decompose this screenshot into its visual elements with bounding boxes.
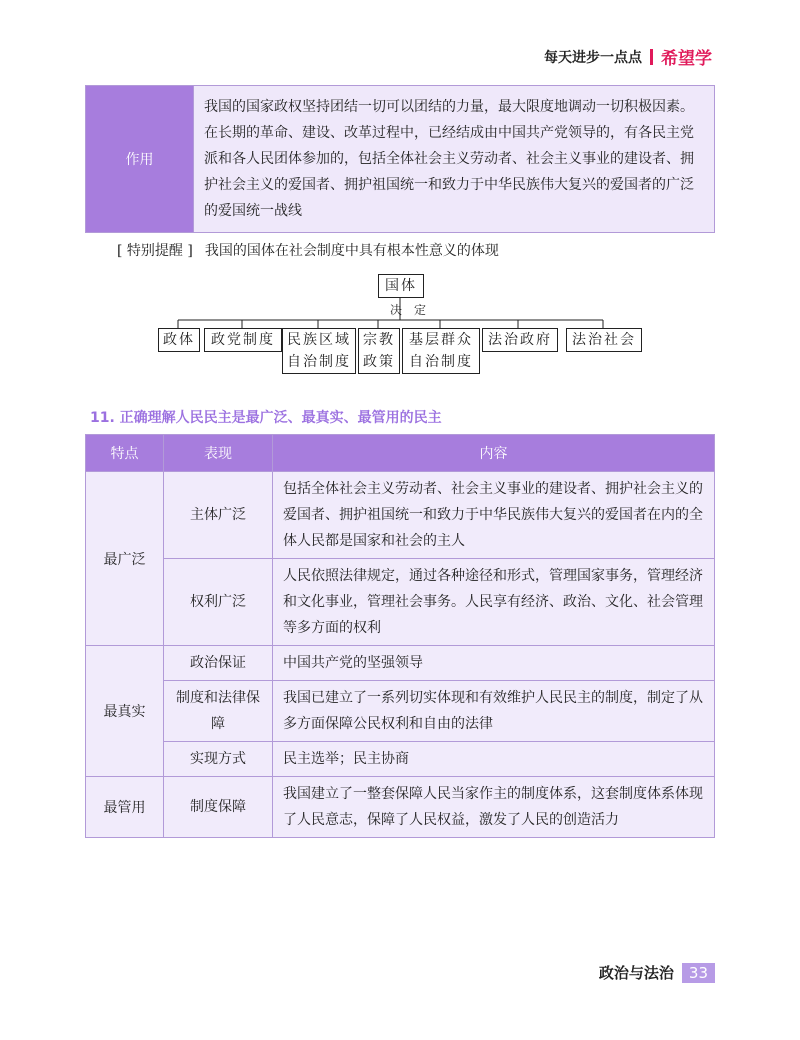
table-row xyxy=(86,559,715,646)
reminder-tag: [ 特别提醒 ] xyxy=(117,243,193,259)
column-header: 特点 xyxy=(86,435,164,472)
content-cell: 中国共产党的坚强领导 xyxy=(273,646,715,681)
column-header: 表现 xyxy=(164,435,273,472)
aspect-cell: 制度和法律保障 xyxy=(164,681,273,742)
content-cell: 人民依照法律规定，通过各种途径和形式，管理国家事务，管理经济和文化事业，管理社会事务。人民享有经济、政治、文化、社会管理等多方面的权利 xyxy=(273,559,715,646)
diagram-child-node: 法治社会 xyxy=(566,328,642,352)
brand-logo: 希望学 xyxy=(661,49,712,69)
column-header: 内容 xyxy=(273,435,715,472)
role-table-head: 作用 xyxy=(86,86,194,233)
aspect-cell: 制度保障 xyxy=(164,777,273,838)
aspect-cell: 实现方式 xyxy=(164,742,273,777)
diagram-child-node: 政体 xyxy=(158,328,200,352)
aspect-cell: 权利广泛 xyxy=(164,559,273,646)
feature-cell: 最真实 xyxy=(86,646,164,777)
diagram-edge-label: 定 xyxy=(414,303,427,317)
feature-cell: 最广泛 xyxy=(86,472,164,646)
content-cell: 包括全体社会主义劳动者、社会主义事业的建设者、拥护社会主义的爱国者、拥护祖国统一和致力于中华民族伟大复兴的爱国者在内的全体人民都是国家和社会的主人 xyxy=(273,472,715,559)
democracy-table xyxy=(85,434,715,838)
reminder-text: 我国的国体在社会制度中具有根本性意义的体现 xyxy=(204,243,499,259)
aspect-cell: 政治保证 xyxy=(164,646,273,681)
diagram-child-node: 民族区域 自治制度 xyxy=(282,328,356,374)
header-slogan: 每天进步一点点 xyxy=(544,49,642,66)
content-cell: 我国建立了一整套保障人民当家作主的制度体系，这套制度体系体现了人民意志，保障了人民权益，激发了人民的创造活力 xyxy=(273,777,715,838)
diagram-child-node: 基层群众 自治制度 xyxy=(402,328,480,374)
table-header-row xyxy=(86,435,715,472)
table-row xyxy=(86,646,715,681)
special-reminder xyxy=(117,240,511,260)
feature-cell: 最管用 xyxy=(86,777,164,838)
role-table xyxy=(85,85,715,233)
table-row xyxy=(86,777,715,838)
footer-title: 政治与法治 xyxy=(598,964,674,982)
diagram-child-node: 法治政府 xyxy=(482,328,558,352)
page-header xyxy=(544,44,712,69)
content-cell: 我国已建立了一系列切实体现和有效维护人民民主的制度，制定了从多方面保障公民权利和自由的法律 xyxy=(273,681,715,742)
state-system-diagram xyxy=(0,268,800,383)
diagram-edge-label: 决 xyxy=(390,303,403,317)
content-cell: 民主选举；民主协商 xyxy=(273,742,715,777)
diagram-child-node: 宗教 政策 xyxy=(358,328,400,374)
page-number: 33 xyxy=(682,963,715,983)
page-footer xyxy=(599,962,715,983)
table-row xyxy=(86,681,715,742)
role-table-body: 我国的国家政权坚持团结一切可以团结的力量，最大限度地调动一切积极因素。在长期的革命、建设、改革过程中，已经结成由中国共产党领导的，有各民主党派和各人民团体参加的，包括全体社会主义劳动者、社会主义事业的建设者、拥护社会主义的爱国者、拥护祖国统一和致力于中华民族伟大复兴的爱国者的广泛的爱国统一战线 xyxy=(194,86,715,233)
header-divider xyxy=(650,49,653,65)
table-row xyxy=(86,742,715,777)
table-row xyxy=(86,472,715,559)
diagram-child-node: 政党制度 xyxy=(204,328,282,352)
aspect-cell: 主体广泛 xyxy=(164,472,273,559)
section-title: 11. 正确理解人民民主是最广泛、最真实、最管用的民主 xyxy=(90,410,442,426)
diagram-root-node: 国体 xyxy=(378,274,424,298)
